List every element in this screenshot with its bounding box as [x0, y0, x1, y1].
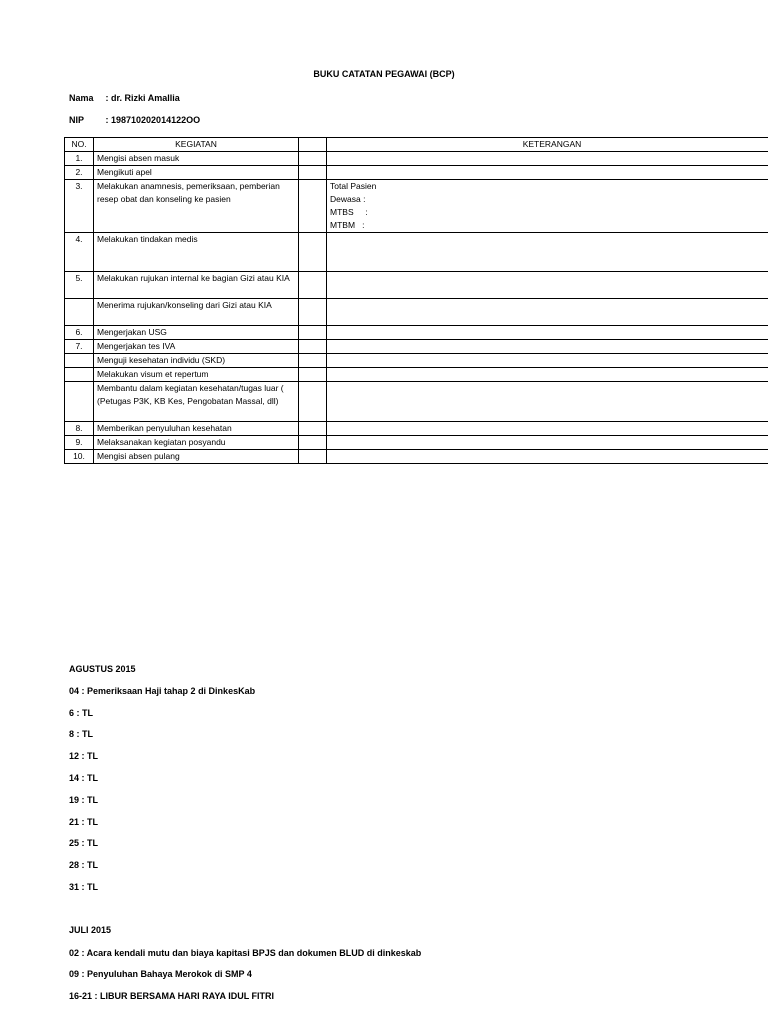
- table-row: [65, 382, 768, 422]
- row-kegiatan: Mengisi absen masuk: [94, 152, 299, 166]
- row-number: 8.: [65, 422, 94, 436]
- list-item: 28 : TL: [69, 860, 99, 870]
- list-item: 14 : TL: [69, 773, 99, 783]
- table-row: [65, 422, 768, 436]
- list-item: 21 : TL: [69, 817, 99, 827]
- list-item: 31 : TL: [69, 882, 99, 892]
- list-item: 02 : Acara kendali mutu dan biaya kapitasi BPJS dan dokumen BLUD di dinkeskab: [69, 948, 422, 958]
- agustus-heading: AGUSTUS 2015: [69, 664, 136, 674]
- row-keterangan: [327, 180, 768, 233]
- list-item: 6 : TL: [69, 708, 93, 718]
- juli-heading: JULI 2015: [69, 925, 112, 935]
- keterangan-line: MTBM :: [330, 220, 365, 230]
- keterangan-line: Dewasa :: [330, 194, 366, 204]
- nama-label: Nama: [69, 93, 94, 103]
- nama-line: [69, 93, 180, 103]
- table-row: [65, 368, 768, 382]
- row-blank-cell: [299, 450, 327, 464]
- table-row: [65, 326, 768, 340]
- row-number: 3.: [65, 180, 94, 233]
- row-keterangan: [327, 326, 768, 340]
- row-keterangan: [327, 299, 768, 326]
- row-number: [65, 354, 94, 368]
- row-blank-cell: [299, 233, 327, 272]
- table-row: [65, 233, 768, 272]
- row-keterangan: [327, 340, 768, 354]
- row-number: 2.: [65, 166, 94, 180]
- row-blank-cell: [299, 272, 327, 299]
- row-blank-cell: [299, 166, 327, 180]
- row-kegiatan: Membantu dalam kegiatan kesehatan/tugas luar ( (Petugas P3K, KB Kes, Pengobatan Massal, dll): [94, 382, 299, 422]
- row-kegiatan: Mengerjakan USG: [94, 326, 299, 340]
- row-blank-cell: [299, 436, 327, 450]
- row-blank-cell: [299, 340, 327, 354]
- row-number: 5.: [65, 272, 94, 299]
- row-kegiatan: Mengerjakan tes IVA: [94, 340, 299, 354]
- row-blank-cell: [299, 180, 327, 233]
- nip-label: NIP: [69, 115, 85, 125]
- row-keterangan: [327, 382, 768, 422]
- row-keterangan: [327, 436, 768, 450]
- table-row: [65, 166, 768, 180]
- row-kegiatan: Melakukan anamnesis, pemeriksaan, pemberian resep obat dan konseling ke pasien: [94, 180, 299, 233]
- nip-line: [69, 115, 200, 125]
- row-keterangan: [327, 166, 768, 180]
- row-number: [65, 368, 94, 382]
- row-keterangan: [327, 422, 768, 436]
- row-kegiatan: Melakukan rujukan internal ke bagian Gizi atau KIA: [94, 272, 299, 299]
- row-keterangan: [327, 152, 768, 166]
- row-kegiatan: Melakukan visum et repertum: [94, 368, 299, 382]
- table-row: [65, 152, 768, 166]
- list-item: 25 : TL: [69, 838, 99, 848]
- nama-value: : dr. Rizki Amallia: [105, 93, 180, 103]
- header-keterangan: KETERANGAN: [327, 138, 768, 152]
- row-number: 10.: [65, 450, 94, 464]
- table-row: [65, 450, 768, 464]
- row-number: [65, 299, 94, 326]
- table-row: [65, 272, 768, 299]
- keterangan-line: Total Pasien: [330, 181, 377, 191]
- row-number: 7.: [65, 340, 94, 354]
- row-kegiatan: Mengikuti apel: [94, 166, 299, 180]
- keterangan-line: MTBS :: [330, 207, 368, 217]
- list-item: 12 : TL: [69, 751, 99, 761]
- row-keterangan: [327, 272, 768, 299]
- row-keterangan: [327, 368, 768, 382]
- list-item: 09 : Penyuluhan Bahaya Merokok di SMP 4: [69, 969, 252, 979]
- row-blank-cell: [299, 368, 327, 382]
- row-kegiatan: Melaksanakan kegiatan posyandu: [94, 436, 299, 450]
- nip-value: : 198710202014122OO: [105, 115, 201, 125]
- activity-table: [64, 137, 768, 464]
- row-blank-cell: [299, 299, 327, 326]
- row-blank-cell: [299, 354, 327, 368]
- row-kegiatan: Mengisi absen pulang: [94, 450, 299, 464]
- row-number: 4.: [65, 233, 94, 272]
- document-title: BUKU CATATAN PEGAWAI (BCP): [313, 69, 455, 79]
- row-kegiatan: Menguji kesehatan individu (SKD): [94, 354, 299, 368]
- row-number: 6.: [65, 326, 94, 340]
- header-blank: [299, 138, 327, 152]
- header-no: NO.: [65, 138, 94, 152]
- table-row: [65, 436, 768, 450]
- table-row: [65, 299, 768, 326]
- list-item: 04 : Pemeriksaan Haji tahap 2 di DinkesKab: [69, 686, 256, 696]
- row-kegiatan: Melakukan tindakan medis: [94, 233, 299, 272]
- row-number: 9.: [65, 436, 94, 450]
- table-row: [65, 180, 768, 233]
- row-kegiatan: Memberikan penyuluhan kesehatan: [94, 422, 299, 436]
- row-keterangan: [327, 354, 768, 368]
- table-row: [65, 354, 768, 368]
- row-blank-cell: [299, 152, 327, 166]
- row-blank-cell: [299, 382, 327, 422]
- list-item: 8 : TL: [69, 729, 93, 739]
- header-kegiatan: KEGIATAN: [94, 138, 299, 152]
- row-keterangan: [327, 450, 768, 464]
- list-item: 19 : TL: [69, 795, 99, 805]
- row-keterangan: [327, 233, 768, 272]
- table-row: [65, 340, 768, 354]
- row-blank-cell: [299, 326, 327, 340]
- row-number: 1.: [65, 152, 94, 166]
- row-kegiatan: Menerima rujukan/konseling dari Gizi atau KIA: [94, 299, 299, 326]
- row-blank-cell: [299, 422, 327, 436]
- row-number: [65, 382, 94, 422]
- list-item: 16-21 : LIBUR BERSAMA HARI RAYA IDUL FITRI: [69, 991, 275, 1001]
